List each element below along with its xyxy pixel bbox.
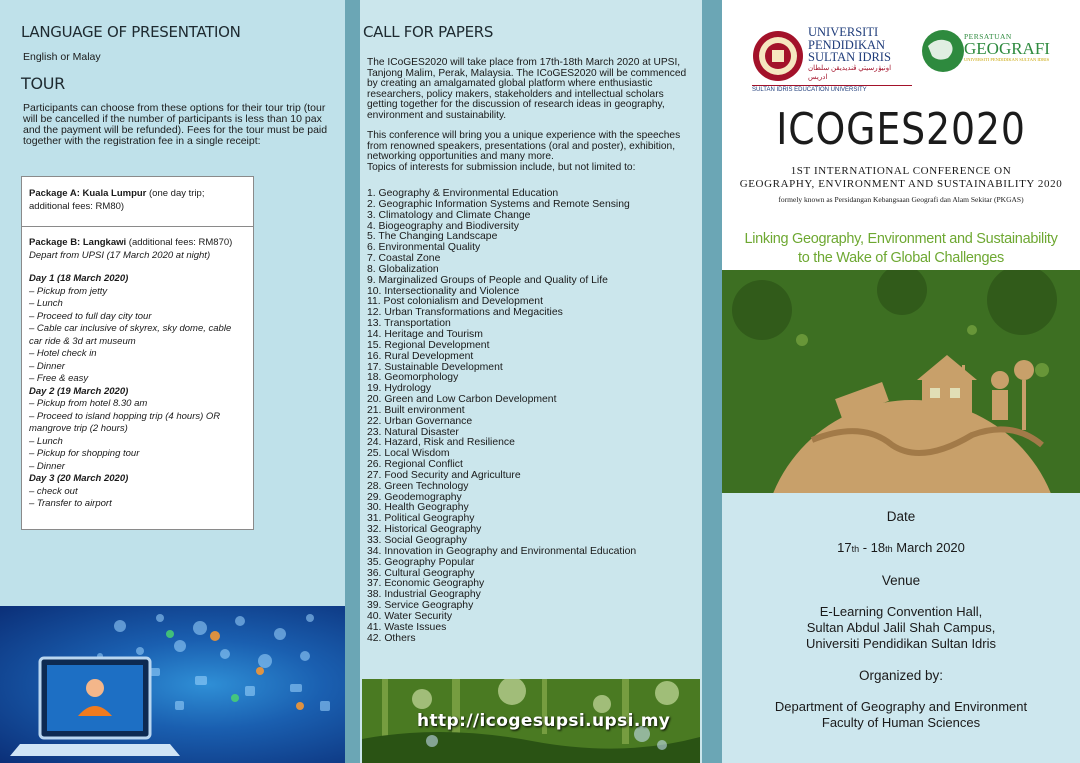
itinerary-item: – Lunch	[29, 435, 63, 447]
topic-item: 25. Local Wisdom	[367, 448, 450, 460]
event-date	[722, 540, 1080, 557]
itinerary-item: – Lunch	[29, 298, 63, 309]
topic-item: 5. The Changing Landscape	[367, 231, 498, 243]
topic-item: 4. Biogeography and Biodiversity	[367, 220, 519, 232]
itinerary-item: – check out	[29, 485, 78, 497]
topic-item: 19. Hydrology	[367, 383, 432, 395]
topic-item: 29. Geodemography	[367, 491, 462, 503]
itinerary-item: – Transfer to airport	[29, 498, 112, 509]
itinerary-item: – Free & easy	[29, 373, 89, 384]
itinerary-item: – Dinner	[29, 460, 65, 472]
venue-line-1: E-Learning Convention Hall,	[819, 604, 983, 619]
upsi-logo-line-3: SULTAN IDRIS	[808, 50, 891, 64]
itinerary-item: – Pickup for shopping tour	[29, 448, 140, 459]
event-info	[722, 493, 1080, 763]
package-b-depart: Depart from UPSI (17 March 2020 at night)	[29, 249, 211, 261]
theme-line-1: Linking Geography, Environment and Sustainability	[744, 231, 1058, 247]
organizer-line-2: Faculty of Human Sciences	[821, 715, 981, 730]
pg-logo-sub: UNIVERSITI PENDIDIKAN SULTAN IDRIS	[964, 57, 1050, 62]
fold-divider-2	[702, 0, 722, 763]
itinerary-item: – Hotel check in	[29, 348, 97, 359]
upsi-jawi-text: اونيۏرسيتي ڤنديديقن سلطان ادريس	[808, 63, 892, 81]
itinerary	[29, 273, 247, 511]
venue-line-3: Universiti Pendidikan Sultan Idris	[805, 636, 997, 651]
date-end-suffix: th	[885, 544, 893, 554]
call-for-papers-heading: CALL FOR PAPERS	[363, 23, 494, 41]
theme-line-2: to the Wake of Global Challenges	[798, 250, 1004, 266]
intro-paragraph-1: The ICoGES2020 will take place from 17th-18th March 2020 at UPSI, Tanjong Malim, Perak, Malaysia. The ICoGES2020 will be commenced by creating an amalgamated global platform where enthusiastic researchers, policy makers, stakeholders and intellectual scholars getting together for the discussion of research ideas in geography, environment and sustainability.	[367, 57, 687, 121]
itinerary-day-heading: Day 3 (20 March 2020)	[29, 473, 129, 484]
logos-row	[752, 22, 1062, 94]
topic-item: 9. Marginalized Groups of People and Quality of Life	[367, 274, 608, 286]
topic-item: 13. Transportation	[367, 318, 451, 330]
topic-item: 37. Economic Geography	[367, 578, 485, 590]
upsi-logo-footer: SULTAN IDRIS EDUCATION UNIVERSITY	[752, 85, 912, 93]
topic-item: 35. Geography Popular	[367, 556, 475, 568]
organizer-line-1: Department of Geography and Environment	[774, 699, 1028, 714]
package-b-details: (additional fees: RM870)	[126, 237, 233, 248]
topic-item: 34. Innovation in Geography and Environmental Education	[367, 545, 637, 557]
topic-item: 14. Heritage and Tourism	[367, 328, 483, 340]
language-text: English or Malay	[23, 51, 101, 63]
topic-item: 41. Waste Issues	[367, 621, 447, 633]
topic-item: 36. Cultural Geography	[367, 567, 475, 579]
upsi-logo	[752, 22, 912, 94]
topic-item: 42. Others	[367, 632, 416, 644]
intro-paragraph-3: Topics of interests for submission include, but not limited to:	[367, 161, 636, 173]
topic-item: 16. Rural Development	[367, 350, 474, 362]
date-rest: March 2020	[892, 540, 965, 555]
organizer	[722, 699, 1080, 731]
topic-item: 22. Urban Governance	[367, 415, 473, 427]
topic-item: 10. Intersectionality and Violence	[367, 285, 520, 297]
itinerary-item: – Proceed to island hopping trip (4 hours) OR mangrove trip (2 hours)	[29, 410, 221, 434]
itinerary-item: – Proceed to full day city tour	[29, 310, 152, 322]
package-a-title: Package A: Kuala Lumpur	[29, 188, 147, 199]
package-b-title: Package B: Langkawi	[29, 237, 127, 248]
venue-label: Venue	[881, 573, 921, 588]
date-start: 17	[837, 540, 852, 555]
topic-item: 28. Green Technology	[367, 480, 469, 492]
itinerary-item: – Dinner	[29, 360, 65, 372]
pg-logo-big: GEOGRAFI	[964, 39, 1050, 58]
conference-url[interactable]: http://icogesupsi.upsi.my	[417, 711, 671, 731]
globe-icon	[920, 28, 966, 74]
topic-item: 23. Natural Disaster	[367, 426, 459, 438]
subtitle-line-1: 1ST INTERNATIONAL CONFERENCE ON	[790, 165, 1012, 177]
topic-item: 21. Built environment	[367, 404, 465, 416]
topic-item: 3. Climatology and Climate Change	[367, 209, 531, 221]
package-a-details: (one day trip; additional fees: RM80)	[29, 188, 205, 212]
topic-item: 31. Political Geography	[367, 513, 475, 525]
upsi-logo-line-1: UNIVERSITI	[808, 25, 879, 39]
topic-item: 20. Green and Low Carbon Development	[367, 394, 557, 406]
persatuan-geografi-logo	[920, 28, 1060, 84]
topics-list	[367, 189, 697, 644]
topic-item: 38. Industrial Geography	[367, 589, 481, 601]
topic-item: 7. Coastal Zone	[367, 253, 441, 265]
tour-heading: TOUR	[21, 74, 65, 93]
earth-city-illustration	[722, 270, 1080, 493]
technology-illustration	[0, 606, 345, 763]
venue	[722, 604, 1080, 652]
date-separator: - 18	[859, 540, 886, 555]
topic-item: 15. Regional Development	[367, 339, 490, 351]
topic-item: 26. Regional Conflict	[367, 459, 463, 471]
topic-item: 39. Service Geography	[367, 600, 474, 612]
pg-logo-small: PERSATUAN	[964, 32, 1012, 41]
middle-panel	[360, 0, 702, 763]
conference-title: ICOGES2020	[776, 104, 1026, 155]
topic-item: 6. Environmental Quality	[367, 242, 481, 254]
topic-item: 1. Geography & Environmental Education	[367, 188, 559, 199]
topic-item: 18. Geomorphology	[367, 372, 459, 384]
organized-label: Organized by:	[858, 668, 944, 683]
topic-item: 32. Historical Geography	[367, 524, 482, 536]
itinerary-day-heading: Day 2 (19 March 2020)	[29, 385, 129, 397]
topic-item: 8. Globalization	[367, 263, 439, 275]
itinerary-day-heading: Day 1 (18 March 2020)	[29, 273, 129, 284]
green-earth-image	[722, 270, 1080, 493]
subtitle-line-2: GEOGRAPHY, ENVIRONMENT AND SUSTAINABILITY 2020	[739, 178, 1063, 190]
topic-item: 11. Post colonialism and Development	[367, 296, 543, 308]
formerly-known-as: formely known as Persidangan Kebangsaan Geografi dan Alam Sekitar (PKGAS)	[778, 195, 1024, 204]
topic-item: 12. Urban Transformations and Megacities	[367, 307, 563, 319]
call-for-papers-intro	[367, 58, 697, 173]
topic-item: 40. Water Security	[367, 610, 453, 622]
intro-paragraph-2: This conference will bring you a unique experience with the speeches from renowned speakers, presentations (oral and poster), exhibition, networking opportunities and many more.	[367, 130, 681, 162]
upsi-logo-line-2: PENDIDIKAN	[808, 37, 886, 52]
itinerary-item: – Pickup from hotel 8.30 am	[29, 398, 148, 409]
itinerary-item: – Cable car inclusive of skyrex, sky dome, cable car ride & 3d art museum	[29, 323, 232, 347]
tour-packages-box	[21, 176, 254, 530]
conference-theme	[722, 230, 1080, 268]
topic-item: 30. Health Geography	[367, 502, 469, 514]
tour-description: Participants can choose from these options for their tour trip (tour will be cancelled if the number of participants is less than 10 pax and the payment will be refunded). Fees for the tour must be paid together with the registration fee in a single receipt:	[23, 102, 328, 147]
topic-item: 33. Social Geography	[367, 535, 467, 546]
forest-image	[362, 679, 700, 763]
package-b	[22, 227, 253, 511]
laptop-illustration	[0, 606, 345, 763]
itinerary-item: – Pickup from jetty	[29, 285, 108, 297]
date-start-suffix: th	[851, 544, 860, 554]
venue-line-2: Sultan Abdul Jalil Shah Campus,	[806, 620, 996, 635]
language-heading: LANGUAGE OF PRESENTATION	[21, 23, 241, 41]
package-a	[22, 177, 253, 227]
date-label: Date	[886, 509, 916, 524]
upsi-crest-icon	[752, 26, 804, 86]
topic-item: 2. Geographic Information Systems and Remote Sensing	[367, 198, 630, 210]
topic-item: 17. Sustainable Development	[367, 361, 503, 373]
topic-item: 27. Food Security and Agriculture	[367, 469, 521, 481]
fold-divider-1	[345, 0, 360, 763]
cover-panel	[722, 0, 1080, 763]
left-panel	[0, 0, 345, 763]
conference-subtitle	[722, 165, 1080, 191]
topic-item: 24. Hazard, Risk and Resilience	[367, 437, 515, 449]
